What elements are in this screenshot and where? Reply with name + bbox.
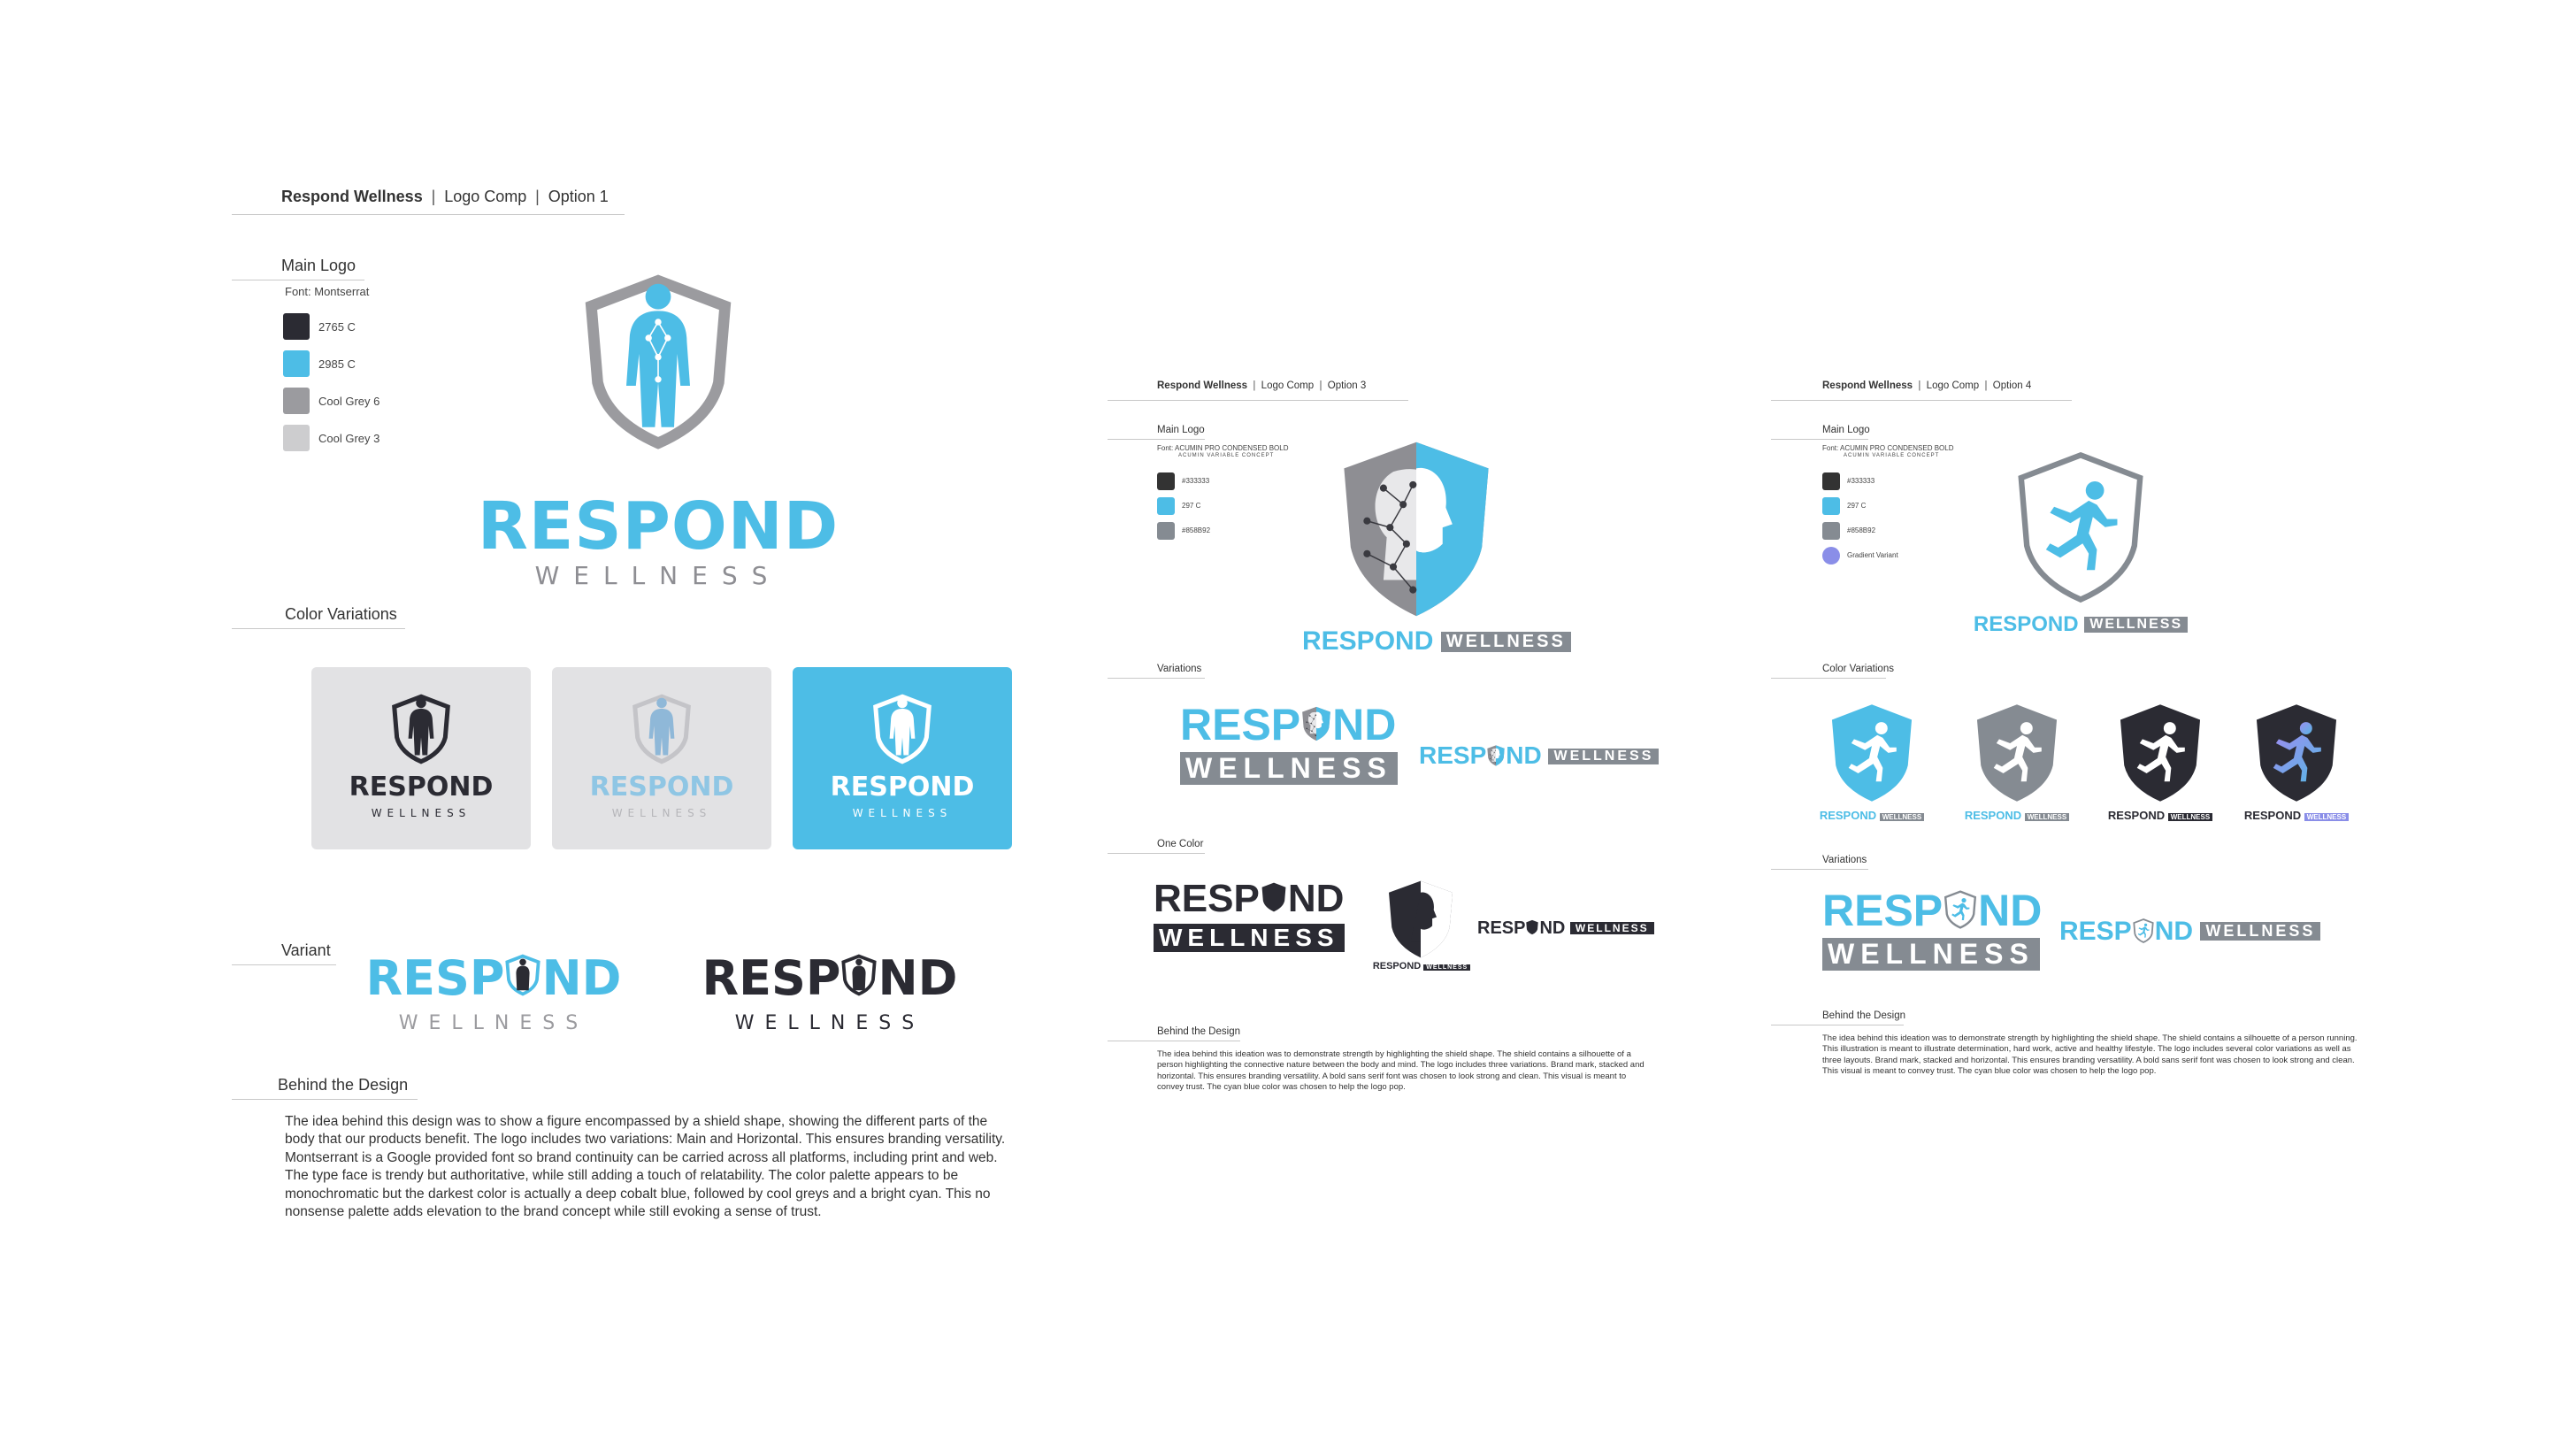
one-color-stacked (1154, 877, 1345, 952)
right-sheet (1771, 361, 2381, 1193)
cv-word2: WELLNESS (1880, 813, 1924, 821)
swatch-297c (1822, 497, 1840, 515)
variant-dark-part2: ND (878, 950, 958, 1006)
font-note-sub: ACUMIN VARIABLE CONCEPT (1178, 453, 1275, 458)
oc-stack-part1: RESP (1154, 877, 1260, 920)
swatch-333333-label: #333333 (1847, 477, 1875, 485)
header-underline (1771, 400, 2072, 401)
swatch-gradient-label: Gradient Variant (1847, 551, 1898, 559)
stack-word2: WELLNESS (1822, 938, 2040, 971)
header-comp: Logo Comp (444, 188, 527, 205)
main-logo-underline (1771, 439, 1868, 440)
behind-title: Behind the Design (1822, 1010, 1905, 1021)
swatch-858b92-label: #858B92 (1182, 526, 1211, 534)
one-color-underline (1108, 853, 1205, 854)
color-variations-underline (1771, 678, 1886, 679)
font-note: Font: ACUMIN PRO CONDENSED BOLD (1822, 444, 1954, 452)
swatch-333333 (1822, 472, 1840, 490)
shield-head-icon (1300, 704, 1332, 743)
swatch-cool-grey-6 (283, 388, 310, 414)
shield-head-icon (1334, 439, 1499, 619)
tile-subword: WELLNESS (611, 807, 712, 819)
header-option: Option 1 (548, 188, 609, 205)
tile-wordmark: RESPOND (349, 772, 494, 803)
middle-sheet (1108, 361, 1674, 1193)
horiz-part1: RESP (1419, 741, 1487, 769)
shield-runner-icon (2112, 701, 2208, 805)
color-variations-underline (232, 628, 405, 629)
shield-runner-icon (2132, 918, 2155, 943)
stack-part1: RESP (1180, 700, 1301, 749)
swatch-gradient (1822, 547, 1840, 565)
swatch-2765c (283, 313, 310, 340)
stack-part2: ND (1978, 886, 2043, 935)
cv-lockup-1 (1810, 809, 1934, 822)
variations-title: Variations (1157, 664, 1202, 674)
variations-title: Variations (1822, 855, 1867, 865)
cv-word1: RESPOND (2107, 809, 2166, 822)
header-brand: Respond Wellness (1822, 380, 1913, 391)
header-brand: Respond Wellness (1157, 380, 1248, 391)
oc-mark-word2: WELLNESS (1423, 964, 1470, 971)
main-subword: WELLNESS (534, 561, 782, 590)
header-option: Option 3 (1327, 380, 1367, 391)
shield-figure-icon (579, 274, 738, 449)
stack-word2: WELLNESS (1180, 752, 1398, 785)
shield-runner-icon (1969, 701, 2065, 805)
color-variations-title: Color Variations (1822, 664, 1894, 674)
main-word1: RESPOND (1302, 626, 1434, 656)
oc-horiz-part1: RESP (1477, 918, 1526, 938)
oc-horiz-part2: ND (1539, 918, 1566, 938)
oc-horiz-word2: WELLNESS (1570, 922, 1654, 934)
horiz-part2: ND (1506, 741, 1542, 769)
behind-title: Behind the Design (1157, 1026, 1240, 1037)
main-word2: WELLNESS (1441, 632, 1571, 652)
behind-title: Behind the Design (278, 1076, 409, 1094)
cv-word2: WELLNESS (2168, 813, 2212, 821)
tile-wordmark: RESPOND (830, 772, 975, 803)
variations-underline (1108, 678, 1205, 679)
main-word2: WELLNESS (2084, 617, 2188, 633)
variation-tile-cyan (793, 667, 1012, 849)
variant-dark-part1: RESP (702, 950, 841, 1006)
oc-stack-part2: ND (1287, 877, 1345, 920)
shield-head-dark-icon (1384, 879, 1458, 959)
swatch-858b92-label: #858B92 (1847, 526, 1876, 534)
font-note: Font: Montserrat (285, 285, 370, 298)
swatch-2985c (283, 350, 310, 377)
swatch-333333 (1157, 472, 1175, 490)
variant-cyan-subword: WELLNESS (398, 1012, 589, 1034)
shield-figure-icon (504, 950, 541, 1000)
horiz-word2: WELLNESS (2200, 922, 2320, 941)
cv-word1: RESPOND (2243, 809, 2302, 822)
swatch-cool-grey-6-label: Cool Grey 6 (318, 395, 380, 408)
font-note: Font: ACUMIN PRO CONDENSED BOLD (1157, 444, 1289, 452)
oc-mark-word1: RESPOND (1372, 961, 1422, 972)
header-comp: Logo Comp (1261, 380, 1315, 391)
shield-figure-icon (870, 694, 934, 764)
oc-mark-lockup (1364, 961, 1479, 972)
variation-stacked (1822, 886, 2043, 971)
tile-wordmark: RESPOND (589, 772, 734, 803)
shield-runner-icon (1824, 701, 1920, 805)
behind-underline (232, 1099, 418, 1100)
cv-lockup-4 (2235, 809, 2358, 822)
shield-figure-icon (840, 950, 878, 1000)
shield-solid-icon (1525, 919, 1539, 935)
one-color-title: One Color (1157, 839, 1204, 849)
header-underline (1108, 400, 1408, 401)
sheet-header: Respond Wellness | Logo Comp | Option 4 (1822, 380, 2032, 391)
behind-text: The idea behind this ideation was to demonstrate strength by highlighting the shield shape. The shield contains a silhouette of a person running. This illustration is meant to illustrate determination, hard work, active and healthy lifestyle. The logo includes several color variations as well as three layouts. Brand mark, stacked and horizontal. This ensures branding versatility. A bold sans serif font was chosen to look strong and clean. This visual is meant to convey trust. The cyan blue color was chosen to help the logo pop. (1822, 1033, 2358, 1077)
shield-runner-icon (2249, 701, 2344, 805)
header-option: Option 4 (1992, 380, 2032, 391)
shield-solid-icon (1260, 880, 1288, 914)
variant-underline (232, 964, 336, 965)
variant-title: Variant (281, 941, 331, 959)
header-brand: Respond Wellness (281, 188, 423, 205)
horiz-part2: ND (2154, 917, 2194, 946)
behind-text: The idea behind this ideation was to demonstrate strength by highlighting the shield shape. The shield contains a silhouette of a person highlighting the connective nature between the body and mind. The logo includes three variations. Brand mark, stacked and horizontal. This ensures branding versatility. A bold sans serif font was chosen to look strong and clean. This visual is meant to convey trust. The cyan blue color was chosen to help the logo pop. (1157, 1049, 1644, 1093)
stack-part2: ND (1332, 700, 1397, 749)
variation-stacked (1180, 700, 1397, 785)
main-wordmark: RESPOND (477, 488, 840, 565)
shield-figure-icon (389, 694, 453, 764)
swatch-858b92 (1822, 522, 1840, 540)
tile-subword: WELLNESS (852, 807, 953, 819)
variant-dark-logo (697, 950, 962, 1039)
cv-lockup-3 (2098, 809, 2222, 822)
main-logo-title: Main Logo (1822, 425, 1870, 435)
main-lockup (1966, 612, 2196, 637)
cv-lockup-2 (1955, 809, 2079, 822)
header-comp: Logo Comp (1926, 380, 1980, 391)
cv-word2: WELLNESS (2025, 813, 2069, 821)
variant-dark-subword: WELLNESS (734, 1012, 925, 1034)
swatch-333333-label: #333333 (1182, 477, 1210, 485)
color-variations-title: Color Variations (285, 605, 397, 623)
variation-tile-light (552, 667, 771, 849)
font-note-sub: ACUMIN VARIABLE CONCEPT (1844, 453, 1940, 458)
variation-horizontal (1419, 741, 1659, 770)
cv-word2: WELLNESS (2304, 813, 2349, 821)
shield-figure-icon (630, 694, 694, 764)
swatch-297c-label: 297 C (1182, 502, 1201, 510)
sheet-header: Respond Wellness | Logo Comp | Option 1 (281, 188, 609, 205)
main-logo-title: Main Logo (1157, 425, 1205, 435)
swatch-cool-grey-3 (283, 425, 310, 451)
swatch-cool-grey-3-label: Cool Grey 3 (318, 432, 380, 445)
variations-underline (1771, 869, 1868, 870)
variation-tile-dark (311, 667, 531, 849)
horiz-part1: RESP (2059, 917, 2132, 946)
variant-cyan-part1: RESP (365, 950, 505, 1006)
cv-word1: RESPOND (1964, 809, 2022, 822)
variant-cyan-logo (361, 950, 626, 1039)
sheet-header: Respond Wellness | Logo Comp | Option 3 (1157, 380, 1367, 391)
swatch-2765c-label: 2765 C (318, 320, 356, 334)
header-underline (232, 214, 625, 215)
main-lockup (1302, 626, 1566, 657)
main-logo-title: Main Logo (281, 257, 356, 274)
tile-subword: WELLNESS (371, 807, 472, 819)
swatch-297c (1157, 497, 1175, 515)
variation-horizontal (2059, 917, 2320, 947)
stack-part1: RESP (1822, 886, 1944, 935)
swatch-2985c-label: 2985 C (318, 357, 356, 371)
left-sheet (232, 150, 1037, 1310)
shield-head-icon (1486, 744, 1506, 767)
main-logo-underline (1108, 439, 1205, 440)
shield-runner-icon (1943, 890, 1978, 929)
behind-text: The idea behind this design was to show a figure encompassed by a shield shape, showing the different parts of the body that our products benefit. The logo includes two variations: Main and Horizontal. This ensures branding versatility. Montserrant is a Google provided font so brand continuity can be carried across all platforms, including print and web. The type face is trendy but authoritative, while still adding a touch of relatability. The color palette appears to be monochromatic but the darkest color is actually a deep cobalt blue, followed by cool greys and a bright cyan. This no nonsense palette adds elevation to the brand concept while still evoking a sense of trust. (285, 1114, 1006, 1220)
one-color-horizontal (1477, 918, 1654, 939)
main-word1: RESPOND (1973, 612, 2079, 636)
horiz-word2: WELLNESS (1548, 749, 1659, 764)
swatch-858b92 (1157, 522, 1175, 540)
shield-runner-icon (2010, 449, 2151, 605)
swatch-297c-label: 297 C (1847, 502, 1867, 510)
oc-stack-word2: WELLNESS (1154, 924, 1345, 952)
variant-cyan-part2: ND (541, 950, 622, 1006)
cv-word1: RESPOND (1819, 809, 1877, 822)
